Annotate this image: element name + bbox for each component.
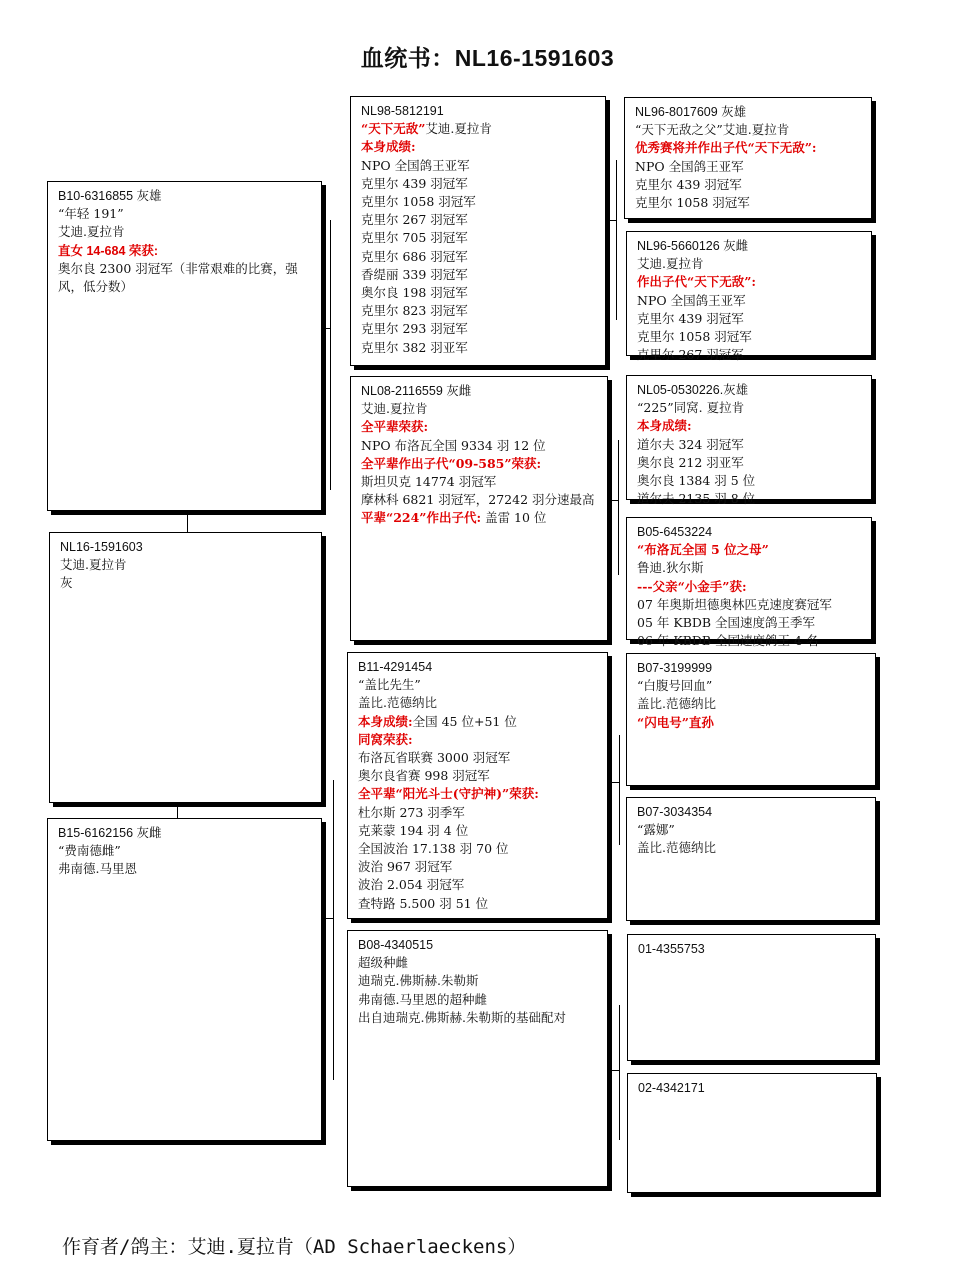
ds-nickname: “盖比先生” (358, 677, 421, 693)
list-item: 香缇丽 339 羽冠军 (361, 266, 468, 282)
sdd-owner: 鲁迪.狄尔斯 (637, 560, 704, 576)
ds-heading3: 全平辈“阳光斗士(守护神)”荣获: (358, 786, 539, 802)
ssd-card (626, 231, 872, 363)
list-item: 05 年 KBDB 全国速度鸽王季军 (637, 615, 816, 631)
sire-card (47, 181, 322, 511)
dam-dam-card (347, 930, 608, 1187)
list-item: 克里尔 1058 羽冠军 (361, 194, 476, 210)
dd-note1: 弗南德.马里恩的超种雌 (358, 991, 487, 1007)
connector-sire-parents-v (330, 220, 331, 490)
dam-owner: 弗南德.马里恩 (58, 861, 137, 877)
list-item: 波治 2.054 羽冠军 (358, 877, 465, 893)
dsd-ring: B07-3034354 (637, 805, 713, 819)
sd-line2: 斯坦贝克 14774 羽冠军 (361, 474, 497, 490)
ddd-card (627, 1073, 877, 1193)
dss-nick: “白腹号回血” (637, 678, 713, 694)
dss-owner: 盖比.范德纳比 (637, 696, 716, 712)
subject-ring: NL16-1591603 (60, 540, 143, 554)
sire-honor-heading: 直女 14-684 荣获: (58, 243, 159, 258)
list-item: 布洛瓦省联赛 3000 羽冠军 (358, 750, 511, 766)
dss-note: “闪电号”直孙 (637, 714, 714, 730)
dsd-nick: “露娜” (637, 822, 675, 838)
list-item: NPO 全国鸽王亚军 (635, 158, 744, 174)
list-item: 奥尔良 198 羽冠军 (361, 285, 468, 301)
list-item: 克里尔 382 羽亚军 (361, 339, 468, 355)
list-item: 06 年 KBDB 全国速度鸽王 4 名 (637, 633, 819, 649)
ss-owner: 艾迪.夏拉肯 (425, 121, 492, 137)
ds-owner: 盖比.范德纳比 (358, 695, 437, 711)
sds-nick: “225”同窝. 夏拉肯 (637, 400, 745, 416)
sd-owner: 艾迪.夏拉肯 (361, 401, 428, 417)
sds-card (626, 375, 872, 507)
dds-ring: 01-4355753 (638, 942, 705, 956)
list-item: 波治 967 羽冠军 (358, 859, 453, 875)
sds-heading: 本身成绩: (637, 418, 692, 434)
subject-card (49, 532, 322, 803)
sire-owner: 艾迪.夏拉肯 (58, 224, 125, 240)
sd-heading2: 全平辈作出子代“09-585”荣获: (361, 455, 542, 471)
dd-note2: 出自迪瑞克.佛斯赫.朱勒斯的基础配对 (358, 1009, 566, 1025)
sds-ring: NL05-0530226.灰雄 (637, 383, 749, 397)
sire-nickname: “年轻 191” (58, 206, 124, 222)
ssd-owner: 艾迪.夏拉肯 (637, 256, 704, 272)
list-item: 克里尔 1058 羽冠军 (635, 195, 750, 211)
list-item: 克里尔 1058 羽冠军 (637, 329, 752, 345)
sss-heading: 优秀赛将并作出子代“天下无敌”: (635, 140, 817, 156)
connector-ss-parents (606, 220, 616, 221)
connector-dam-parents (321, 918, 333, 919)
list-item: 奥尔良 1384 羽 5 位 (637, 473, 756, 489)
list-item: 克里尔 686 羽冠军 (361, 248, 468, 264)
dss-ring: B07-3199999 (637, 661, 713, 675)
list-item: NPO 全国鸽王亚军 (361, 157, 470, 173)
dam-sire-card (347, 652, 608, 919)
sire-ring: B10-6316855 灰雄 (58, 189, 162, 203)
list-item: 道尔夫 324 羽冠军 (637, 436, 744, 452)
dam-card (47, 818, 322, 1141)
sd-line4: 盖雷 10 位 (485, 510, 547, 526)
list-item: 克里尔 293 羽冠军 (361, 321, 468, 337)
ds-ring: B11-4291454 (358, 660, 433, 674)
dd-ring: B08-4340515 (358, 938, 434, 952)
dsd-owner: 盖比.范德纳比 (637, 840, 716, 856)
sire-honor: 奥尔良 2300 羽冠军（非常艰难的比赛，强风，低分数） (58, 260, 298, 295)
sdd-ring: B05-6453224 (637, 525, 713, 539)
sss-card (624, 97, 872, 219)
ddd-ring: 02-4342171 (638, 1081, 705, 1095)
connector-dam-parents-v (333, 780, 334, 1080)
ds-heading2: 同窝荣获: (358, 731, 413, 747)
sd-heading1: 全平辈荣获: (361, 419, 429, 435)
connector-sd-parents-v (618, 440, 619, 575)
dds-card (627, 934, 876, 1061)
ss-nick: “天下无敌” (361, 121, 426, 137)
sdd-heading: ---父亲“小金手”获: (637, 578, 747, 594)
ds-self-result: 全国 45 位+51 位 (412, 713, 517, 729)
sd-ring: NL08-2116559 灰雌 (361, 384, 472, 398)
page-title: 血统书：NL16-1591603 (360, 45, 615, 72)
list-item: NPO 全国鸽王亚军 (637, 292, 746, 308)
sdd-card (626, 517, 872, 649)
sd-line1: NPO 布洛瓦全国 9334 羽 12 位 (361, 437, 546, 453)
ds-heading1: 本身成绩: (358, 713, 413, 729)
list-item: 克里尔 267 羽冠军 (637, 347, 744, 363)
connector-dd-parents (608, 1070, 619, 1071)
sd-heading3: 平辈“224”作出子代: (361, 510, 482, 526)
dam-ring: B15-6162156 灰雌 (58, 826, 162, 840)
sd-line3: 摩林科 6821 羽冠军，27242 羽分速最高 (361, 492, 595, 508)
connector-sd-parents (608, 500, 618, 501)
dd-owner: 迪瑞克.佛斯赫.朱勒斯 (358, 973, 479, 989)
connector-ds-parents (608, 782, 619, 783)
list-item: 克里尔 439 羽冠军 (361, 175, 468, 191)
subject-color: 灰 (60, 575, 73, 591)
list-item: 奥尔良 212 羽亚军 (637, 454, 744, 470)
ssd-ring: NL96-5660126 灰雌 (637, 239, 749, 253)
connector-dd-parents-v (619, 1005, 620, 1140)
dss-card (626, 653, 876, 786)
connector-ds-parents-v (619, 735, 620, 845)
sss-nick: “天下无敌之父”艾迪.夏拉肯 (635, 122, 790, 138)
list-item: 查特路 5.500 羽 51 位 (358, 895, 489, 911)
ss-ring: NL98-5812191 (361, 104, 444, 118)
list-item: 克里尔 823 羽冠军 (361, 303, 468, 319)
list-item: 克里尔 439 羽冠军 (637, 310, 744, 326)
ss-heading: 本身成绩: (361, 139, 416, 155)
list-item: 07 年奥斯坦德奥林匹克速度赛冠军 (637, 596, 832, 612)
sss-ring: NL96-8017609 灰雄 (635, 105, 747, 119)
list-item: 道尔夫 2135 羽 8 位 (637, 491, 756, 507)
ssd-heading: 作出子代“天下无敌”: (637, 274, 756, 290)
list-item: 克里尔 439 羽冠军 (635, 176, 742, 192)
connector-sire-parents (321, 328, 330, 329)
list-item: 杜尔斯 273 羽季军 (358, 804, 465, 820)
sdd-nick: “布洛瓦全国 5 位之母” (637, 542, 769, 558)
dsd-card (626, 797, 876, 921)
list-item: 奥尔良省赛 998 羽冠军 (358, 768, 490, 784)
connector-subject-dam (177, 803, 178, 818)
list-item: 克莱蒙 194 羽 4 位 (358, 822, 469, 838)
list-item: 全国波治 17.138 羽 70 位 (358, 841, 509, 857)
list-item: 克里尔 267 羽冠军 (361, 212, 468, 228)
sire-sire-card (350, 96, 606, 366)
dd-desc: 超级种雌 (358, 955, 409, 971)
list-item: 克里尔 705 羽冠军 (361, 230, 468, 246)
subject-name: 艾迪.夏拉肯 (60, 557, 127, 573)
dam-nickname: “费南德雌” (58, 843, 121, 859)
connector-ss-parents-v (616, 160, 617, 320)
breeder-footer: 作育者/鸽主：艾迪.夏拉肯（AD Schaerlaeckens） (62, 1236, 527, 1258)
connector-sire-subject (187, 510, 188, 532)
sire-dam-card (350, 376, 608, 641)
